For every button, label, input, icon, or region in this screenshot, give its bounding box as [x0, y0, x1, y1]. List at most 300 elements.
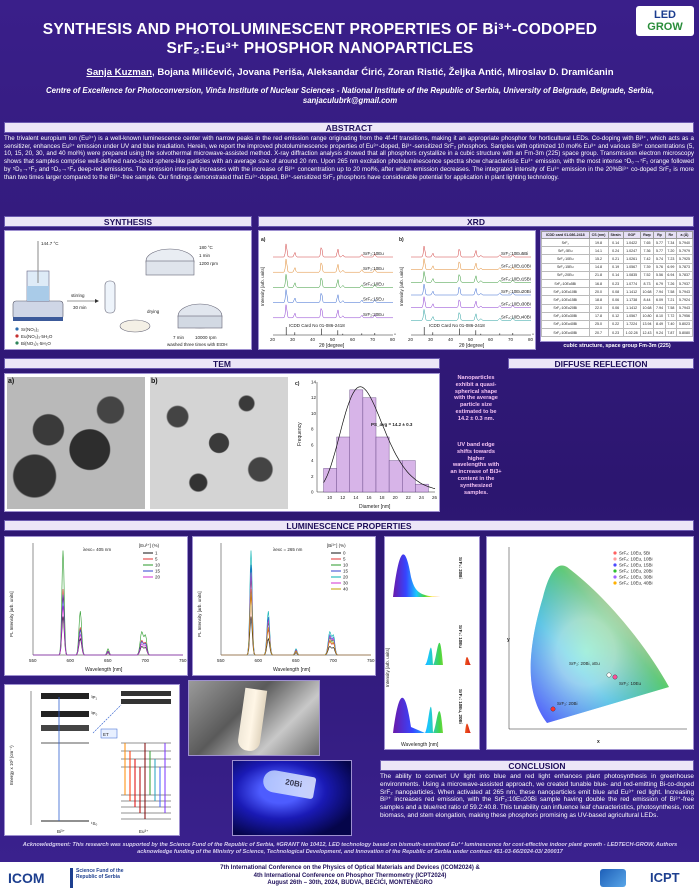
- table-cell: 0.23: [608, 329, 623, 337]
- table-cell: 7.72: [665, 312, 676, 320]
- table-cell: 0.23: [608, 279, 623, 287]
- table-cell: 7.20: [665, 247, 676, 255]
- table-cell: 1.1412: [623, 288, 640, 296]
- hist-y-tick: 12: [311, 395, 317, 401]
- refinement-table: [541, 231, 693, 337]
- histogram-bar: [350, 390, 363, 492]
- hist-x-tick: 22: [405, 495, 411, 500]
- table-row: [542, 288, 693, 296]
- pl-x-tick: 550: [217, 658, 225, 663]
- xrd-panel-b-label: b): [399, 237, 404, 243]
- centrifuge-speed-label: 10000 rpm: [195, 335, 217, 340]
- xrd-x-tick: 70: [370, 337, 376, 342]
- cie-legend-entry: SrF₂: 10Eu, 40Bi: [619, 580, 653, 586]
- table-cell: 6.99: [665, 263, 676, 271]
- table-cell: 8.73: [640, 279, 654, 287]
- xrd-curve-label: SrF₂:10Eu30Bi: [501, 301, 531, 307]
- table-cell: SrF₂:10Eu: [542, 255, 590, 263]
- table-cell: 7.65: [640, 239, 654, 247]
- table-cell: SrF₂:5Eu: [542, 247, 590, 255]
- histogram-bar: [363, 398, 376, 492]
- table-cell: 22.0: [589, 304, 608, 312]
- table-cell: 6.09: [654, 296, 665, 304]
- table-cell: 7.58: [665, 304, 676, 312]
- legend-entry: 5: [343, 556, 346, 562]
- mw-speed-label: 1200 rpm: [199, 261, 219, 266]
- xrd-svg: [259, 231, 535, 349]
- table-cell: 7.42: [640, 255, 654, 263]
- pl-plot-bi: [192, 536, 376, 676]
- pl-curve: [221, 573, 371, 656]
- tem-c-label: c): [295, 381, 300, 387]
- table-cell: SrF₂:20Eu: [542, 271, 590, 279]
- diffuse-heading: DIFFUSE REFLECTION: [508, 358, 694, 369]
- pl-x-tick: 750: [367, 658, 375, 663]
- table-cell: 5.7979: [677, 247, 693, 255]
- table-cell: 7.34: [665, 239, 676, 247]
- pl1-legend-title: [Eu³⁺] (%): [139, 543, 160, 548]
- table-cell: 5.7940: [677, 239, 693, 247]
- hist-x-tick: 12: [340, 495, 346, 500]
- pl-x-tick: 750: [179, 658, 187, 663]
- table-cell: 1.7224: [623, 320, 640, 328]
- table-cell: 5.74: [654, 255, 665, 263]
- tem-note: Nanoparticles exhibit a quasi-spherical shape with the average particle size estimated to be 14.2 ± 0.3 nm.: [454, 375, 498, 422]
- xrd-b-xlabel: 2θ [degree]: [459, 343, 485, 349]
- xrd-b-icdd: ICDD Card No 01-086-2418: [429, 323, 485, 328]
- color-spectra-svg: [385, 537, 479, 749]
- table-cell: 7.36: [640, 247, 654, 255]
- color-spectra: [384, 536, 480, 750]
- hist-y-tick: 4: [311, 458, 314, 464]
- xrd-x-tick: 60: [488, 337, 494, 342]
- synthesis-diagram: [5, 231, 251, 349]
- xrd-a-ylabel: Intensity [arb. units]: [260, 266, 265, 306]
- pl-curve: [221, 551, 371, 656]
- conference-line-3: August 26th – 30th, 2024, BUDVA, BEĆIĆI, MONTENEGRO: [267, 880, 433, 886]
- cie-legend-marker: [613, 569, 616, 572]
- footer-bar: [0, 862, 699, 894]
- table-cell: 20.7: [589, 329, 608, 337]
- cie-point-b: SrF₂: 20Bi: [557, 701, 578, 706]
- mw-time-label: 1 min: [199, 253, 211, 258]
- cie-legend-entry: SrF₂: 10Eu, 5Bi: [619, 550, 651, 556]
- level-3p1: ³P₁: [91, 695, 98, 700]
- table-cell: 25.0: [589, 320, 608, 328]
- tem-heading: TEM: [4, 358, 440, 369]
- table-header-cell: ICDD card 01-086-2418: [542, 232, 590, 239]
- table-cell: 1.02.28: [623, 329, 640, 337]
- centrifuge-time-label: 7 min: [173, 335, 185, 340]
- cie-legend-marker: [613, 551, 616, 554]
- pl-x-tick: 700: [141, 658, 150, 663]
- affiliation: [10, 86, 690, 106]
- pl-curve: [221, 562, 371, 655]
- tem-image-b: [150, 377, 288, 509]
- abstract-text: The trivalent europium ion (Eu³⁺) is a well-known luminescence center with narrow peaks in the red emission range originating from the 4f-4f transitions, making it an appropriate phosphor for horticultural LEDs. Co-doping with Bi³⁺, which acts as a sensitizer, enhances Eu³⁺ emission under UV and blue irradiation. Herein, we report the improved photoluminescence properties of Eu³⁺-doped, Bi³⁺-sensitized SrF₂ phosphors. Samples with optimized 10 mol% Eu³⁺ and various Bi³⁺ concentrations (5, 10, 15, 20, 30, and 40 mol%) were prepared using the solvothermal microwave-assisted method. X-ray diffraction analysis showed that all phosphors crystallize in a cubic structure with an Fm-3m (225) space group. Transmission electron microscopy shows that samples comprise well-defined nano-sized sphere-like particles with an average size of around 20 nm. Upon 265 nm excitation photoluminescence spectra show characteristic Eu³⁺ emission, with the most intense ⁵D₀→⁷F₁ orange followed by ⁵D₀→⁷F₂ and ⁵D₀→⁷F₄ deep-red emissions. The emission intensity increases with the increase of Bi³⁺ concentration up to 20 mol%, after which emission decreases. The integrated intensity of Eu³⁺ emission in the 20%Bi³⁺ co-doped SrF₂ is more than two times larger compared to the Bi³⁺-free sample. Our findings demonstrated that Eu³⁺-doped, Bi³⁺-sensitized SrF₂ phosphors have considerable potential for application in plant lighting technology.: [4, 135, 694, 181]
- affiliation-text: Centre of Excellence for Photoconversion, Vinča Institute of Nuclear Sciences - National Institute of the Republic of Serbia, University of Belgrade, Belgrade, Serbia,: [45, 86, 654, 95]
- table-cell: 0.14: [608, 239, 623, 247]
- table-cell: SrF₂:10Eu40Bi: [542, 329, 590, 337]
- table-cell: 7.52: [640, 271, 654, 279]
- author-list: [10, 67, 690, 78]
- table-cell: 5.77: [654, 239, 665, 247]
- xrd-x-tick: 40: [448, 337, 454, 342]
- contact-email[interactable]: sanjaculubrk@gmail.com: [302, 96, 398, 105]
- table-cell: 7.94: [654, 304, 665, 312]
- table-cell: 0.06: [608, 296, 623, 304]
- cie-point-a: SrF₂: 20Bi, xEu: [569, 661, 600, 666]
- table-cell: 1.0247: [623, 247, 640, 255]
- table-cell: 5.7924: [677, 296, 693, 304]
- histogram-bar: [324, 468, 337, 492]
- hist-y-tick: 0: [311, 489, 314, 495]
- xrd-curve-label: SrF₂:10Eu: [363, 266, 384, 272]
- table-cell: 1.0261: [623, 255, 640, 263]
- cie-legend-entry: SrF₂: 10Eu, 30Bi: [619, 574, 653, 580]
- xrd-x-tick: 50: [330, 337, 336, 342]
- table-header-cell: Rp: [654, 232, 665, 239]
- table-cell: 7.23: [665, 255, 676, 263]
- energy-svg: [5, 685, 179, 835]
- histogram-bar: [389, 461, 402, 492]
- table-cell: 16.8: [589, 279, 608, 287]
- table-cell: SrF₂:10Eu30Bi: [542, 312, 590, 320]
- xrd-curve-label: SrF₂:20Eu: [363, 311, 384, 317]
- table-header-cell: a (Å): [677, 232, 693, 239]
- xrd-a-icdd: ICDD Card No 01-086-2418: [289, 323, 345, 328]
- table-cell: 10.68: [640, 304, 654, 312]
- table-cell: 5.7873: [677, 263, 693, 271]
- uv-photo: [232, 760, 352, 836]
- table-cell: 8.49: [654, 320, 665, 328]
- xrd-x-tick: 80: [528, 337, 534, 342]
- xrd-caption: cubic structure, space group Fm-3m (225): [563, 343, 671, 349]
- title-line-2: SrF₂:Eu³⁺ PHOSPHOR NANOPARTICLES: [166, 40, 474, 57]
- table-cell: 7.21: [665, 296, 676, 304]
- xrd-curve-label: SrF₂:10Eu: [363, 251, 384, 256]
- eu-label: Eu³⁺: [139, 829, 149, 834]
- xrd-b-ylabel: Intensity [arb. units]: [399, 266, 404, 306]
- xrd-x-tick: 40: [310, 337, 316, 342]
- pl-x-tick: 550: [29, 658, 37, 663]
- pl-curve: [221, 578, 371, 655]
- pl-plot-eu: [4, 536, 188, 676]
- table-cell: 5.7925: [677, 255, 693, 263]
- spec-label-10eu: SrF₂: 10Eu: [458, 625, 463, 649]
- pl2-ylabel: PL Intensity [arb. units]: [197, 591, 202, 637]
- table-cell: 8.44: [640, 296, 654, 304]
- table-cell: 1.0422: [623, 239, 640, 247]
- et-label: ET: [103, 732, 109, 737]
- cie-legend-entry: SrF₂: 10Eu, 10Bi: [619, 556, 653, 562]
- xrd-x-tick: 80: [390, 337, 396, 342]
- table-cell: 21.8: [589, 271, 608, 279]
- tem-b-label: b): [151, 378, 158, 385]
- table-row: [542, 239, 693, 247]
- pl-x-tick: 600: [254, 658, 263, 663]
- table-cell: 5.7837: [677, 271, 693, 279]
- legend-entry: 40: [343, 586, 349, 592]
- pl2-legend-title: [Bi³⁺] (%): [327, 543, 346, 548]
- legend-eu: Eu(NO₃)₃·5H₂O: [21, 334, 53, 339]
- table-cell: 1.1412: [623, 304, 640, 312]
- hist-ylabel: Frequency: [297, 422, 303, 446]
- table-cell: 10.80: [640, 312, 654, 320]
- table-cell: 0.06: [608, 304, 623, 312]
- table-cell: 15.2: [589, 255, 608, 263]
- legend-entry: 10: [343, 562, 349, 568]
- legend-entry: 20: [155, 574, 161, 580]
- synthesis-heading: SYNTHESIS: [4, 216, 252, 227]
- table-row: [542, 263, 693, 271]
- legend-entry: 10: [155, 562, 161, 568]
- spec-ylabel: Intensity [arb. units]: [385, 647, 390, 687]
- histogram-bar: [402, 461, 415, 492]
- table-row: [542, 304, 693, 312]
- pl-x-tick: 600: [66, 658, 75, 663]
- legend-entry: 15: [343, 568, 349, 574]
- pl1-xlabel: Wavelength [nm]: [85, 667, 123, 673]
- xrd-curve-label: SrF₂:10Eu: [363, 281, 384, 287]
- table-cell: 1.0774: [623, 279, 640, 287]
- cie-svg: [487, 537, 693, 749]
- table-cell: 7.94: [654, 288, 665, 296]
- xrd-x-tick: 60: [350, 337, 356, 342]
- poster-title: [40, 20, 600, 58]
- histogram-bar: [415, 484, 428, 492]
- luminescence-heading: LUMINESCENCE PROPERTIES: [4, 520, 694, 531]
- pl2-excitation: λexc = 265 nm: [273, 547, 303, 552]
- hist-x-tick: 24: [418, 495, 424, 500]
- conference-line-1: 7th International Conference on the Physics of Optical Materials and Devices (ICOM2024) &: [220, 865, 480, 871]
- pl-curve: [33, 589, 183, 655]
- table-cell: 5.77: [654, 247, 665, 255]
- tem-image-a: [7, 377, 145, 509]
- abstract-heading: ABSTRACT: [4, 122, 694, 133]
- pl-curve: [33, 606, 183, 656]
- stir-time-label: 30 min: [73, 305, 87, 310]
- pl-curve: [221, 595, 371, 656]
- hist-xlabel: Diameter [nm]: [359, 504, 391, 510]
- cie-legend-marker: [613, 575, 616, 578]
- pl1-ylabel: PL Intensity [arb. units]: [9, 591, 14, 637]
- table-row: [542, 312, 693, 320]
- pl-eu-svg: [5, 537, 187, 675]
- science-fund-logo: Science Fund of the Republic of Serbia: [70, 868, 142, 888]
- table-cell: 0.14: [608, 271, 623, 279]
- hist-x-tick: 26: [432, 495, 438, 500]
- table-cell: SrF₂:10Eu40Bi: [542, 320, 590, 328]
- title-line-1: SYNTHESIS AND PHOTOLUMINESCENT PROPERTIES OF Bi³⁺-CODOPED: [42, 21, 598, 38]
- energy-ylabel: Energy x 10³ (cm⁻¹): [9, 745, 14, 785]
- table-cell: 7.39: [640, 263, 654, 271]
- table-cell: 12.43: [640, 329, 654, 337]
- pl1-excitation: λexc= 405 nm: [83, 547, 112, 552]
- table-cell: 6.94: [665, 271, 676, 279]
- tem-figure: [4, 373, 440, 512]
- pl-curve: [33, 595, 183, 656]
- table-cell: 5.8023: [677, 320, 693, 328]
- vial-daylight: [237, 688, 267, 752]
- table-cell: 7.40: [665, 320, 676, 328]
- table-cell: 7.87: [665, 329, 676, 337]
- xrd-plots: [258, 230, 536, 350]
- cie-legend-marker: [613, 581, 616, 584]
- xrd-curve-label: SrF₂:10Eu20Bi: [501, 289, 531, 294]
- hist-y-tick: 10: [311, 410, 317, 416]
- table-header-cell: Strain: [608, 232, 623, 239]
- cie-legend-entry: SrF₂: 10Eu, 20Bi: [619, 568, 653, 574]
- table-header-cell: GOF: [623, 232, 640, 239]
- pl-bi-svg: [193, 537, 375, 675]
- hist-x-tick: 10: [327, 495, 333, 500]
- table-cell: 5.7956: [677, 312, 693, 320]
- table-cell: SrF₂:10Eu10Bi: [542, 288, 590, 296]
- table-cell: 9.24: [654, 329, 665, 337]
- promis-logo: [600, 869, 626, 887]
- pl2-xlabel: Wavelength [nm]: [273, 667, 311, 673]
- table-cell: 14.8: [589, 263, 608, 271]
- conclusion-heading: CONCLUSION: [380, 760, 694, 771]
- logo-top-text: LED: [654, 9, 676, 21]
- histogram-bar: [376, 437, 389, 492]
- mw-temp-label: 180 °C: [199, 245, 213, 250]
- xrd-curve-label: SrF₂:10Eu15Bi: [501, 276, 531, 282]
- table-row: [542, 329, 693, 337]
- drying-label: drying: [147, 309, 160, 314]
- table-cell: 1.1738: [623, 296, 640, 304]
- other-authors: , Bojana Milićević, Jovana Periša, Aleksandar Ćirić, Zoran Ristić, Željka Antić, Miroslav D. Dramićanin: [152, 67, 614, 78]
- daylight-photo: [188, 680, 320, 756]
- table-cell: 6.79: [654, 279, 665, 287]
- table-cell: SrF₂:15Eu: [542, 263, 590, 271]
- table-row: [542, 255, 693, 263]
- stirring-label: stirring: [71, 293, 85, 298]
- level-1s0: ¹S₀: [91, 821, 98, 826]
- xrd-x-tick: 20: [270, 337, 276, 342]
- xrd-x-tick: 50: [468, 337, 474, 342]
- table-row: [542, 247, 693, 255]
- table-cell: 8.10: [654, 312, 665, 320]
- pl-x-tick: 650: [292, 658, 300, 663]
- hist-annotation: PS_avg = 14.2 ± 0.3: [371, 422, 413, 427]
- energy-diagram: [4, 684, 180, 836]
- spec-label-20bi: SrF₂: 20Bi: [458, 557, 463, 579]
- cie-diagram: [486, 536, 694, 750]
- xrd-table: [540, 230, 694, 342]
- pl-x-tick: 650: [104, 658, 112, 663]
- table-cell: 0.08: [608, 288, 623, 296]
- table-cell: 0.21: [608, 255, 623, 263]
- xrd-curve-label: SrF₂:15Eu: [363, 296, 384, 302]
- pl-curve: [221, 586, 371, 655]
- icom-logo: ICOM: [8, 870, 45, 886]
- ledgrow-logo: [636, 6, 694, 36]
- conclusion-text: The ability to convert UV light into blue and red light enhances plant photosynthesis in greenhouse environments. Using a microwave-assisted approach, we created tunable blue- and red-emitting Bi-co-doped SrF₂ nanoparticles. When activated at 265 nm, these nanoparticles emit blue and Eu³⁺ red light. Increasing Bi³⁺ increases red emission, with the SrF₂:10Eu20Bi sample having double the red emission of Bi³⁺-free samples and a blue/red ratio of 59.2:40.8. This tunability can influence leaf characteristics, photosynthesis, root biomass, and stem elongation, making these phosphors promising as UV-based agricultural LEDs.: [380, 773, 694, 819]
- xrd-curve-label: SrF₂:10Eu5Bi: [501, 251, 529, 256]
- table-cell: 1.0567: [623, 312, 640, 320]
- table-cell: 1.0567: [623, 263, 640, 271]
- table-cell: SrF₂: [542, 239, 590, 247]
- conference-info: [170, 865, 530, 888]
- table-cell: 7.58: [665, 288, 676, 296]
- xrd-x-tick: 20: [408, 337, 414, 342]
- table-row: [542, 271, 693, 279]
- vial-uv: [261, 769, 316, 800]
- xrd-x-tick: 30: [290, 337, 296, 342]
- synthesis-figure: [4, 230, 252, 350]
- table-cell: 0.12: [608, 312, 623, 320]
- table-cell: SrF₂:10Eu5Bi: [542, 279, 590, 287]
- legend-entry: 5: [155, 556, 158, 562]
- xrd-curve-label: SrF₂:10Eu40Bi: [501, 314, 531, 320]
- table-header-cell: CS (nm): [589, 232, 608, 239]
- table-cell: 5.7943: [677, 288, 693, 296]
- temp-label: 144.7 °C: [41, 241, 59, 246]
- xrd-panel-a-label: a): [261, 237, 266, 243]
- table-cell: 13.94: [640, 320, 654, 328]
- table-cell: 5.8080: [677, 329, 693, 337]
- level-3p0: ³P₀: [91, 711, 98, 716]
- icpt-logo: ICPT: [650, 870, 680, 885]
- conference-line-2: 4th International Conference on Phosphor Thermometry (ICPT2024): [253, 872, 447, 879]
- hist-y-tick: 2: [311, 473, 314, 479]
- hist-x-tick: 20: [392, 495, 398, 500]
- cie-legend-entry: SrF₂: 10Eu, 15Bi: [619, 562, 653, 568]
- size-histogram: [293, 376, 439, 510]
- table-cell: 5.76: [654, 263, 665, 271]
- wash-label: washed three times with EtOH: [167, 342, 228, 347]
- table-cell: 5.7943: [677, 304, 693, 312]
- xrd-heading: XRD: [258, 216, 694, 227]
- table-cell: 19.8: [589, 239, 608, 247]
- table-cell: 20.0: [589, 288, 608, 296]
- cie-point-c: SrF₂: 10Eu: [619, 681, 642, 686]
- hist-x-tick: 18: [379, 495, 385, 500]
- histogram-bar: [337, 437, 350, 492]
- cie-legend-marker: [613, 557, 616, 560]
- hist-y-tick: 8: [311, 426, 314, 432]
- table-row: [542, 320, 693, 328]
- table-cell: 5.56: [654, 271, 665, 279]
- table-cell: 0.24: [608, 247, 623, 255]
- vial-label: 20Bi: [284, 777, 303, 790]
- table-cell: 17.8: [589, 312, 608, 320]
- legend-entry: 1: [155, 550, 158, 556]
- table-cell: 10.68: [640, 288, 654, 296]
- cie-y-axis: y: [507, 637, 510, 643]
- hist-x-tick: 16: [366, 495, 372, 500]
- table-cell: 0.22: [608, 320, 623, 328]
- bi-label: Bi³⁺: [57, 829, 65, 834]
- hist-x-tick: 14: [353, 495, 359, 500]
- legend-entry: 0: [343, 550, 346, 556]
- table-row: [542, 279, 693, 287]
- tem-a-label: a): [8, 378, 15, 385]
- hist-y-tick: 14: [311, 379, 317, 385]
- table-cell: 18.8: [589, 296, 608, 304]
- hist-y-tick: 6: [311, 442, 314, 448]
- table-cell: 0.19: [608, 263, 623, 271]
- table-cell: 7.26: [665, 279, 676, 287]
- table-header-cell: Rwp: [640, 232, 654, 239]
- pl-x-tick: 700: [329, 658, 338, 663]
- table-cell: 1.0835: [623, 271, 640, 279]
- xrd-x-tick: 70: [508, 337, 514, 342]
- legend-entry: 20: [343, 574, 349, 580]
- table-cell: SrF₂:10Eu15Bi: [542, 296, 590, 304]
